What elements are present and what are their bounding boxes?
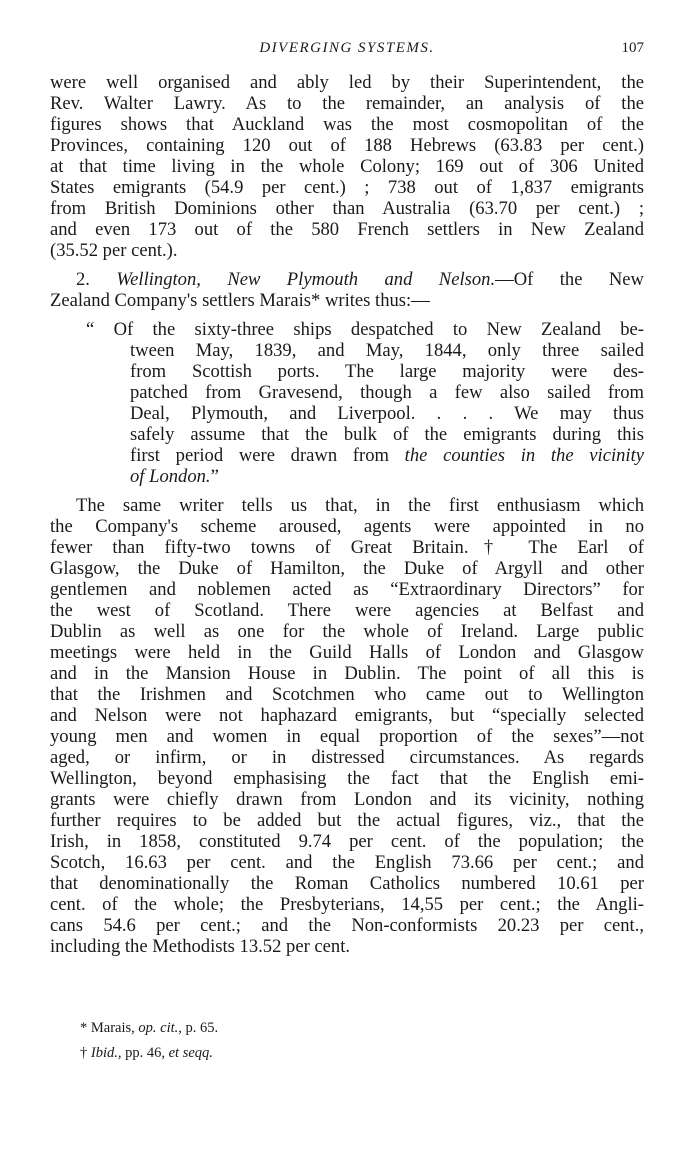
text-line: Scotch, 16.63 per cent. and the English 73.66 per cent.; and [50,852,644,873]
text-line: gentlemen and noblemen acted as “Extraordinary Directors” for [50,579,644,600]
quote-line: safely assume that the bulk of the emigrants during this [130,424,644,445]
text-line: Wellington, beyond emphasising the fact that the English emi- [50,768,644,789]
italic-fragment: op. cit., [138,1020,182,1036]
italic-fragment: et seqq. [168,1045,213,1061]
text-line: young men and women in equal proportion of the sexes”—not [50,726,644,747]
body-text [50,72,644,957]
text-line: figures shows that Auckland was the most cosmopolitan of the [50,114,644,135]
text-line: further requires to be added but the actual figures, viz., that the [50,810,644,831]
page-header [50,40,644,64]
text-line: cans 54.6 per cent.; and the Non-conformists 20.23 per cent., [50,915,644,936]
text-fragment: pp. 46, [121,1045,169,1061]
quote-line: Deal, Plymouth, and Liverpool. . . . We may thus [130,403,644,424]
block-quote [50,319,644,487]
paragraph-1 [50,72,644,261]
text-line: Glasgow, the Duke of Hamilton, the Duke of Argyll and other [50,558,644,579]
quote-line: from Scottish ports. The large majority were des- [130,361,644,382]
footnotes [50,1016,644,1066]
text-fragment: * Marais, [80,1020,139,1036]
text-line: and even 173 out of the 580 French settlers in New Zealand [50,219,644,240]
text-fragment: p. 65. [181,1020,219,1036]
text-line: the west of Scotland. There were agencies at Belfast and [50,600,644,621]
text-line: meetings were held in the Guild Halls of London and Glasgow [50,642,644,663]
italic-fragment: Ibid., [90,1045,122,1061]
text-line: Rev. Walter Lawry. As to the remainder, an analysis of the [50,93,644,114]
text-line: (35.52 per cent.). [50,240,178,261]
text-line: and in the Mansion House in Dublin. The point of all this is [50,663,644,684]
paragraph-3 [50,495,644,957]
italic-fragment: of London. [130,466,211,487]
text-line: Irish, in 1858, constituted 9.74 per cent. of the population; the [50,831,644,852]
text-fragment: first period were drawn from [130,445,405,466]
running-title: DIVERGING SYSTEMS. [259,40,435,56]
text-line: were well organised and ably led by their Superintendent, the [50,72,644,93]
text-line: grants were chiefly drawn from London and its vicinity, nothing [50,789,644,810]
footnote-2 [50,1041,644,1066]
text-line: that denominationally the Roman Catholics numbered 10.61 per [50,873,644,894]
page-number: 107 [621,40,644,56]
text-line: that the Irishmen and Scotchmen who came out to Wellington [50,684,644,705]
italic-fragment: the counties in the vicinity [404,445,645,466]
paragraph-2 [50,269,644,311]
quote-line: patched from Gravesend, though a few also sailed from [130,382,644,403]
text-line: fewer than fifty-two towns of Great Britain.† The Earl of [50,537,644,558]
text-fragment: † [80,1045,91,1061]
quote-line: “ Of the sixty-three ships despatched to New Zealand be- [86,319,644,340]
text-line: the Company's scheme aroused, agents were appointed in no [50,516,644,537]
footnote-1 [50,1016,644,1041]
text-line: Zealand Company's settlers Marais* writes thus:— [50,290,430,311]
quote-line [86,445,644,466]
text-line: and Nelson were not haphazard emigrants, but “specially selected [50,705,644,726]
text-line: The same writer tells us that, in the first enthusiasm which [76,495,644,516]
text-line: cent. of the whole; the Presbyterians, 14,55 per cent.; the Angli- [50,894,644,915]
text-line: Provinces, containing 120 out of 188 Hebrews (63.83 per cent.) [50,135,644,156]
text-fragment: ” [210,466,219,487]
text-line: including the Methodists 13.52 per cent. [50,936,351,957]
text-line: aged, or infirm, or in distressed circumstances. As regards [50,747,644,768]
text-line: at that time living in the whole Colony; 169 out of 306 United [50,156,644,177]
text-line [50,269,644,290]
quote-line [86,466,644,487]
text-line: from British Dominions other than Australia (63.70 per cent.) ; [50,198,644,219]
text-fragment: —Of the New [495,269,644,290]
text-line: States emigrants (54.9 per cent.) ; 738 out of 1,837 emigrants [50,177,644,198]
section-heading: Wellington, New Plymouth and Nelson. [116,269,496,290]
section-number: 2. [76,269,90,290]
quote-line: tween May, 1839, and May, 1844, only three sailed [130,340,644,361]
text-line: Dublin as well as one for the whole of Ireland. Large public [50,621,644,642]
